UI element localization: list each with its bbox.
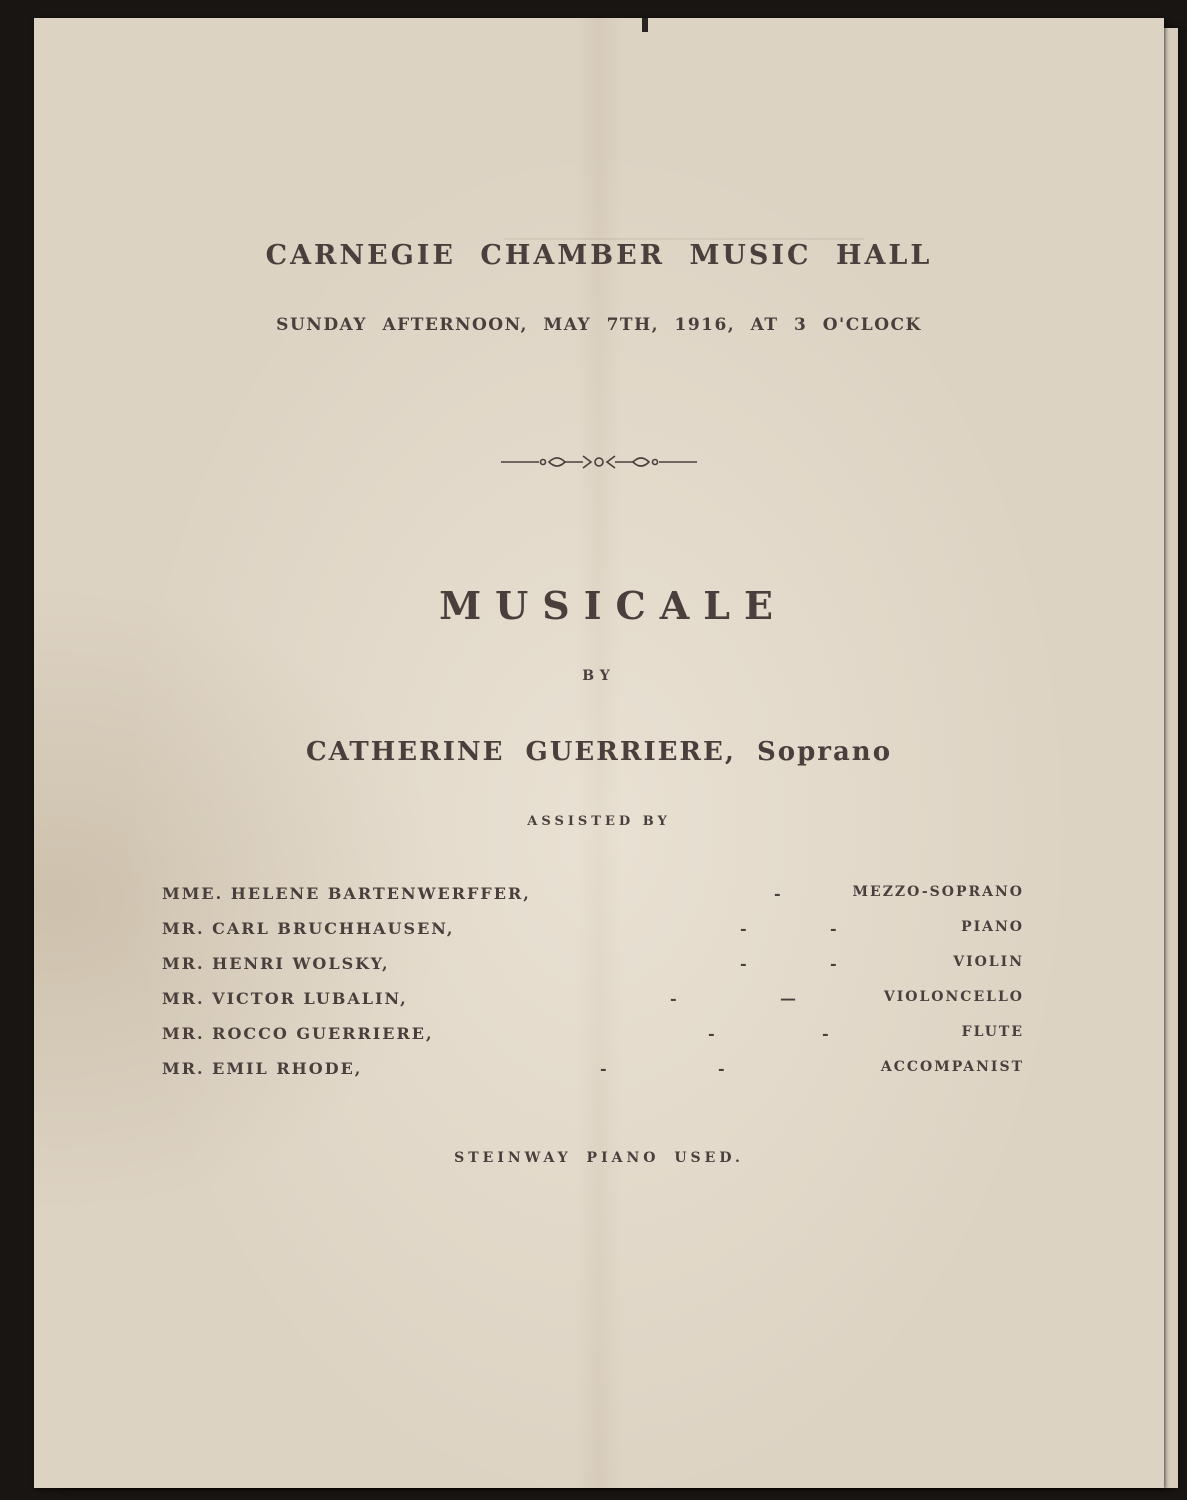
assistant-name: MR. CARL BRUCHHAUSEN, [162, 919, 455, 938]
by-label: BY [582, 668, 616, 684]
assistant-role: VIOLONCELLO [883, 989, 1024, 1005]
leader-dash: — [780, 989, 798, 1008]
roster-row [162, 1024, 1024, 1059]
roster-row [162, 1059, 1024, 1094]
leader-dash: - [670, 989, 679, 1008]
assistant-name: MR. EMIL RHODE, [162, 1059, 363, 1078]
leader-dash: - [708, 1024, 717, 1043]
leader-dash: - [822, 1024, 831, 1043]
roster-row [162, 884, 1024, 919]
assistant-role: FLUTE [961, 1024, 1024, 1040]
assistant-role: VIOLIN [953, 954, 1024, 970]
date-line: SUNDAY AFTERNOON, MAY 7TH, 1916, AT 3 O'CLOCK [276, 315, 922, 335]
footer-note: STEINWAY PIANO USED. [454, 1150, 744, 1166]
leader-dash: - [830, 954, 839, 973]
roster-row [162, 954, 1024, 989]
event-title: MUSICALE [439, 583, 787, 628]
leader-dash: - [600, 1059, 609, 1078]
roster-row [162, 919, 1024, 954]
leader-dash: - [830, 919, 839, 938]
assistant-role: ACCOMPANIST [880, 1059, 1024, 1075]
hall-name: CARNEGIE CHAMBER MUSIC HALL [265, 240, 933, 271]
performer-name: CATHERINE GUERRIERE, Soprano [305, 737, 893, 767]
leader-dash: - [740, 919, 749, 938]
assisted-by-label: ASSISTED BY [527, 814, 671, 829]
program-page [34, 18, 1164, 1488]
roster-row [162, 989, 1024, 1024]
assistant-name: MR. VICTOR LUBALIN, [162, 989, 408, 1008]
ornament-divider-icon [499, 450, 699, 474]
leader-dash: - [774, 884, 783, 903]
leader-dash: - [718, 1059, 727, 1078]
leader-dash: - [740, 954, 749, 973]
assistant-role: MEZZO-SOPRANO [852, 884, 1024, 900]
staple-mark [642, 18, 648, 32]
assistant-name: MME. HELENE BARTENWERFFER, [162, 884, 531, 903]
assistant-role: PIANO [961, 919, 1024, 935]
show-through-mark [504, 198, 864, 240]
assistant-name: MR. HENRI WOLSKY, [162, 954, 390, 973]
assistant-roster [162, 884, 1024, 1094]
assistant-name: MR. ROCCO GUERRIERE, [162, 1024, 434, 1043]
